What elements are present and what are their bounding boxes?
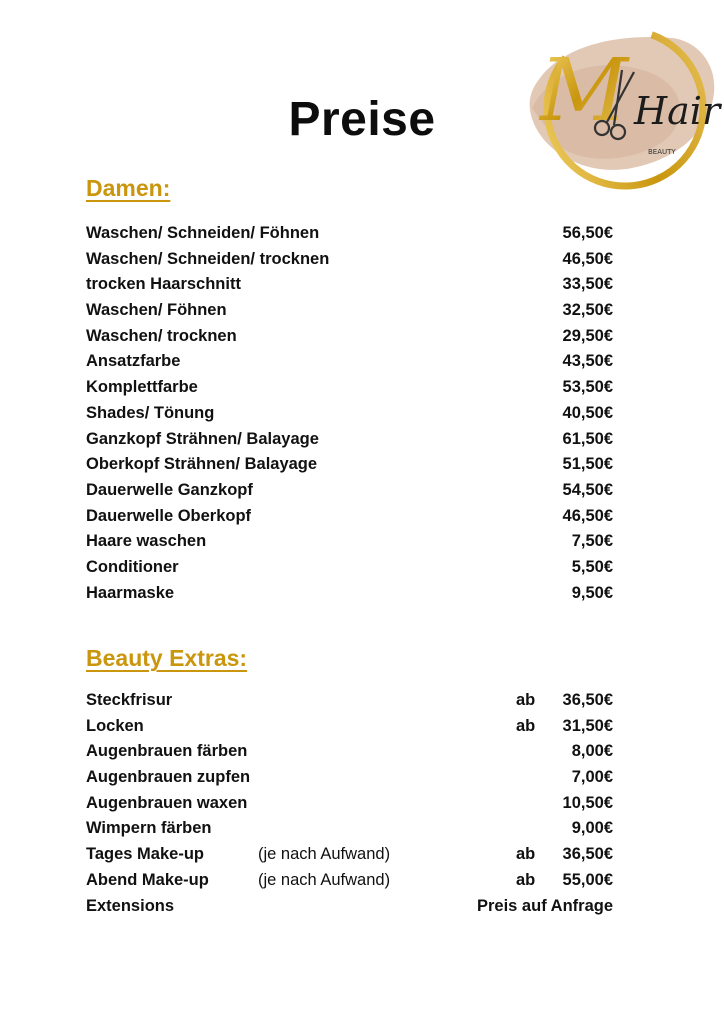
item-name: Ansatzfarbe xyxy=(86,352,181,371)
item-note: (je nach Aufwand) xyxy=(258,870,391,889)
item-price: 33,50€ xyxy=(562,275,613,294)
price-prefix: ab xyxy=(516,845,536,864)
item-price: 53,50€ xyxy=(562,378,613,397)
item-name: Augenbrauen zupfen xyxy=(86,768,251,787)
item-price: 7,00€ xyxy=(571,768,613,787)
item-name: Komplettfarbe xyxy=(86,378,198,397)
item-name: Steckfrisur xyxy=(86,691,173,709)
price-row xyxy=(86,375,616,401)
item-name: Waschen/ Schneiden/ trocknen xyxy=(86,249,330,268)
item-price: 40,50€ xyxy=(562,403,613,422)
price-row xyxy=(86,765,616,791)
item-price: 9,00€ xyxy=(571,819,613,838)
beauty-extras-price-list xyxy=(86,688,616,919)
price-row xyxy=(86,555,616,581)
price-row xyxy=(86,349,616,375)
item-price: 31,50€ xyxy=(562,716,613,735)
item-price: 51,50€ xyxy=(562,455,613,474)
item-note: (je nach Aufwand) xyxy=(258,845,391,864)
item-name: Ganzkopf Strähnen/ Balayage xyxy=(86,429,319,448)
price-row xyxy=(86,247,616,273)
price-prefix: ab xyxy=(516,870,536,889)
price-row xyxy=(86,868,616,894)
item-name: Augenbrauen färben xyxy=(86,742,248,761)
item-price: Preis auf Anfrage xyxy=(476,896,613,915)
item-name: Waschen/ trocknen xyxy=(86,326,237,345)
item-name: Augenbrauen waxen xyxy=(86,793,248,812)
price-prefix: ab xyxy=(516,716,536,735)
item-name: Haare waschen xyxy=(86,532,207,551)
price-row xyxy=(86,816,616,842)
item-name: Waschen/ Föhnen xyxy=(86,301,227,320)
price-row xyxy=(86,272,616,298)
price-row xyxy=(86,739,616,765)
item-price: 36,50€ xyxy=(562,845,613,864)
item-name: Locken xyxy=(86,716,144,735)
price-row xyxy=(86,478,616,504)
logo-script-m: M xyxy=(540,41,629,141)
price-row xyxy=(86,581,616,607)
item-name: Abend Make-up xyxy=(86,870,209,889)
item-price: 43,50€ xyxy=(562,352,613,371)
price-row xyxy=(86,504,616,530)
item-price: 54,50€ xyxy=(562,480,613,499)
item-name: Oberkopf Strähnen/ Balayage xyxy=(86,455,318,474)
price-row xyxy=(86,714,616,740)
logo-sub-beauty: BEAUTY xyxy=(648,148,676,156)
item-price: 5,50€ xyxy=(571,557,613,576)
item-name: Extensions xyxy=(86,896,175,915)
item-name: Shades/ Tönung xyxy=(86,403,215,422)
item-price: 61,50€ xyxy=(562,429,613,448)
item-price: 46,50€ xyxy=(562,506,613,525)
item-price: 55,00€ xyxy=(562,870,613,889)
item-name: Haarmaske xyxy=(86,583,175,602)
item-price: 7,50€ xyxy=(571,532,613,551)
price-prefix: ab xyxy=(516,691,536,709)
item-name: Waschen/ Schneiden/ Föhnen xyxy=(86,224,320,242)
price-row xyxy=(86,401,616,427)
item-name: Dauerwelle Ganzkopf xyxy=(86,480,253,499)
price-row xyxy=(86,791,616,817)
item-name: Dauerwelle Oberkopf xyxy=(86,506,252,525)
price-row xyxy=(86,894,616,920)
item-price: 8,00€ xyxy=(571,742,613,761)
item-price: 36,50€ xyxy=(562,691,613,709)
damen-price-list xyxy=(86,221,616,606)
item-price: 46,50€ xyxy=(562,249,613,268)
item-price: 9,50€ xyxy=(571,583,613,602)
price-row xyxy=(86,324,616,350)
price-row xyxy=(86,298,616,324)
price-row xyxy=(86,529,616,555)
price-row xyxy=(86,452,616,478)
section-heading-beauty-extras: Beauty Extras: xyxy=(86,645,248,671)
item-price: 56,50€ xyxy=(562,224,613,242)
item-price: 10,50€ xyxy=(562,793,613,812)
item-name: Tages Make-up xyxy=(86,845,204,864)
item-price: 29,50€ xyxy=(562,326,613,345)
item-name: Conditioner xyxy=(86,557,179,576)
section-heading-damen: Damen: xyxy=(86,175,171,201)
item-name: trocken Haarschnitt xyxy=(86,275,241,294)
price-row xyxy=(86,688,616,714)
item-price: 32,50€ xyxy=(562,301,613,320)
logo-word-hair: Hair xyxy=(634,89,721,133)
price-row xyxy=(86,221,616,247)
item-name: Wimpern färben xyxy=(86,819,212,838)
page-title: Preise xyxy=(288,93,436,146)
price-row xyxy=(86,427,616,453)
price-row xyxy=(86,842,616,868)
